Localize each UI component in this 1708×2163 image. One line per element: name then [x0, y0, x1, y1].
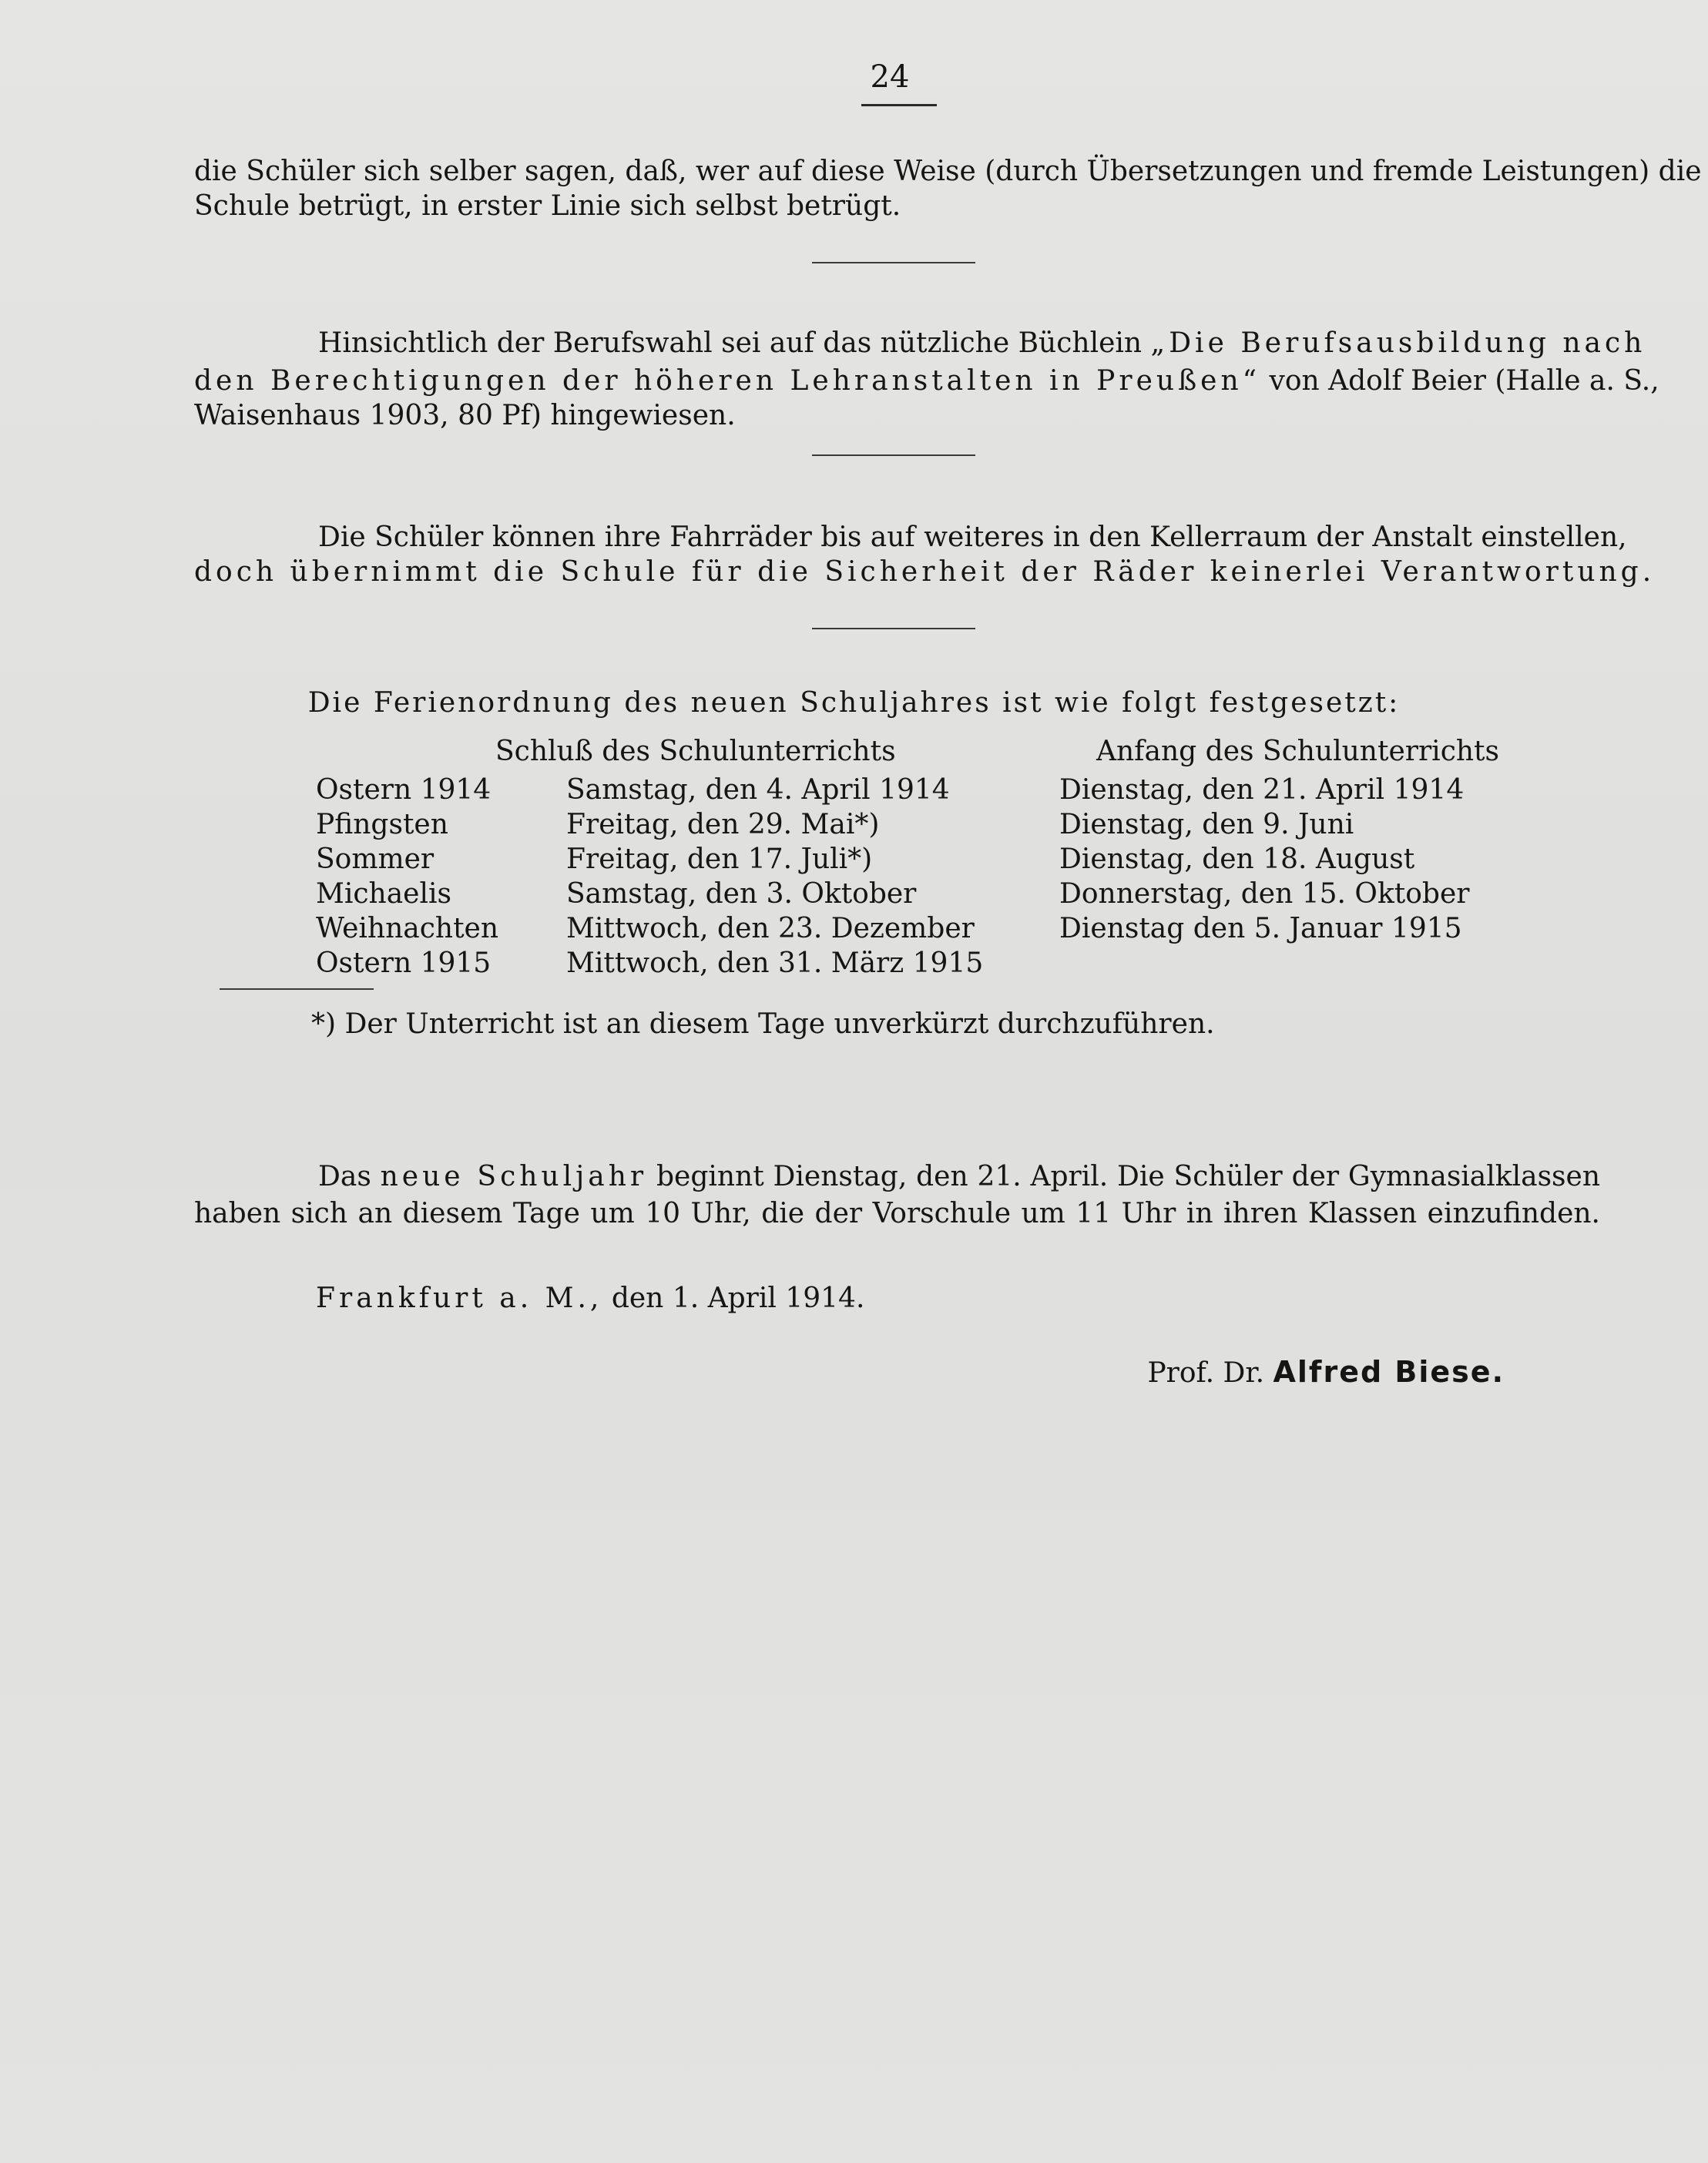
- paragraph-2-line-2: [194, 365, 1659, 397]
- place: Frankfurt a. M.,: [316, 1283, 603, 1314]
- holiday-name: Pfingsten: [316, 809, 448, 840]
- paragraph-3-line-2: doch übernimmt die Schule für die Sicherheit der Räder keinerlei Verantwortung.: [194, 556, 1656, 588]
- page-number: 24: [870, 59, 910, 95]
- column-header-start: Anfang des Schulunterrichts: [1096, 736, 1499, 767]
- holiday-name: Ostern 1915: [316, 947, 492, 979]
- paragraph-1-line-2: Schule betrügt, in erster Linie sich selbst betrügt.: [194, 190, 901, 222]
- signature-title: Prof. Dr.: [1147, 1357, 1273, 1389]
- end-date: Mittwoch, den 23. Dezember: [566, 913, 975, 944]
- section-divider: [812, 454, 975, 456]
- holiday-schedule-heading: Die Ferienordnung des neuen Schuljahres ist wie folgt festgesetzt:: [307, 687, 1401, 719]
- holiday-name: Ostern 1914: [316, 774, 492, 806]
- page-number-underline: [861, 104, 937, 106]
- emphasis-new-school-year: neue Schuljahr: [380, 1161, 648, 1192]
- start-date: Dienstag, den 18. August: [1059, 843, 1415, 875]
- place-and-date: [316, 1285, 864, 1313]
- paragraph-4-line-2: haben sich an diesem Tage um 10 Uhr, die der Vorschule um 11 Uhr in ihren Klassen einzufinden.: [194, 1198, 1600, 1229]
- end-date: Mittwoch, den 31. März 1915: [566, 947, 984, 979]
- end-date: Freitag, den 29. Mai*): [566, 809, 880, 840]
- start-date: Donnerstag, den 15. Oktober: [1059, 878, 1470, 910]
- section-divider: [812, 262, 975, 263]
- book-author: von Adolf Beier (Halle a. S.,: [1260, 365, 1659, 397]
- holiday-name: Weihnachten: [316, 913, 499, 944]
- section-divider: [812, 628, 975, 629]
- column-header-end: Schluß des Schulunterrichts: [495, 736, 896, 767]
- paragraph-2-text: Hinsichtlich der Berufswahl sei auf das nützliche Büchlein: [318, 327, 1151, 359]
- paragraph-4-text: beginnt Dienstag, den 21. April. Die Schüler der Gymnasialklassen: [647, 1161, 1601, 1192]
- paragraph-1-line-1: die Schüler sich selber sagen, daß, wer auf diese Weise (durch Übersetzungen und fremde Leistungen) die: [194, 156, 1702, 187]
- signature: [1147, 1357, 1505, 1387]
- start-date: Dienstag, den 9. Juni: [1059, 809, 1354, 840]
- holiday-name: Michaelis: [316, 878, 451, 910]
- book-title-continued: den Berechtigungen der höheren Lehranstalten in Preußen“: [194, 365, 1261, 397]
- footnote-rule: [220, 988, 374, 990]
- paragraph-4-text: Das: [318, 1161, 381, 1192]
- end-date: Samstag, den 4. April 1914: [566, 774, 950, 806]
- start-date: Dienstag den 5. Januar 1915: [1059, 913, 1462, 944]
- footnote: *) Der Unterricht ist an diesem Tage unverkürzt durchzuführen.: [311, 1008, 1215, 1040]
- paragraph-2-line-3: Waisenhaus 1903, 80 Pf) hingewiesen.: [194, 400, 736, 431]
- holiday-name: Sommer: [316, 843, 435, 875]
- date: den 1. April 1914.: [602, 1283, 865, 1314]
- start-date: Dienstag, den 21. April 1914: [1059, 774, 1465, 806]
- end-date: Freitag, den 17. Juli*): [566, 843, 873, 875]
- paragraph-2-line-1: [318, 327, 1646, 359]
- end-date: Samstag, den 3. Oktober: [566, 878, 917, 910]
- paragraph-4-line-1: [318, 1163, 1600, 1191]
- paragraph-3-line-1: Die Schüler können ihre Fahrräder bis auf weiteres in den Kellerraum der Anstalt einstellen,: [318, 521, 1627, 553]
- book-title: „Die Berufsausbildung nach: [1150, 327, 1646, 359]
- signature-name: Alfred Biese.: [1273, 1355, 1505, 1389]
